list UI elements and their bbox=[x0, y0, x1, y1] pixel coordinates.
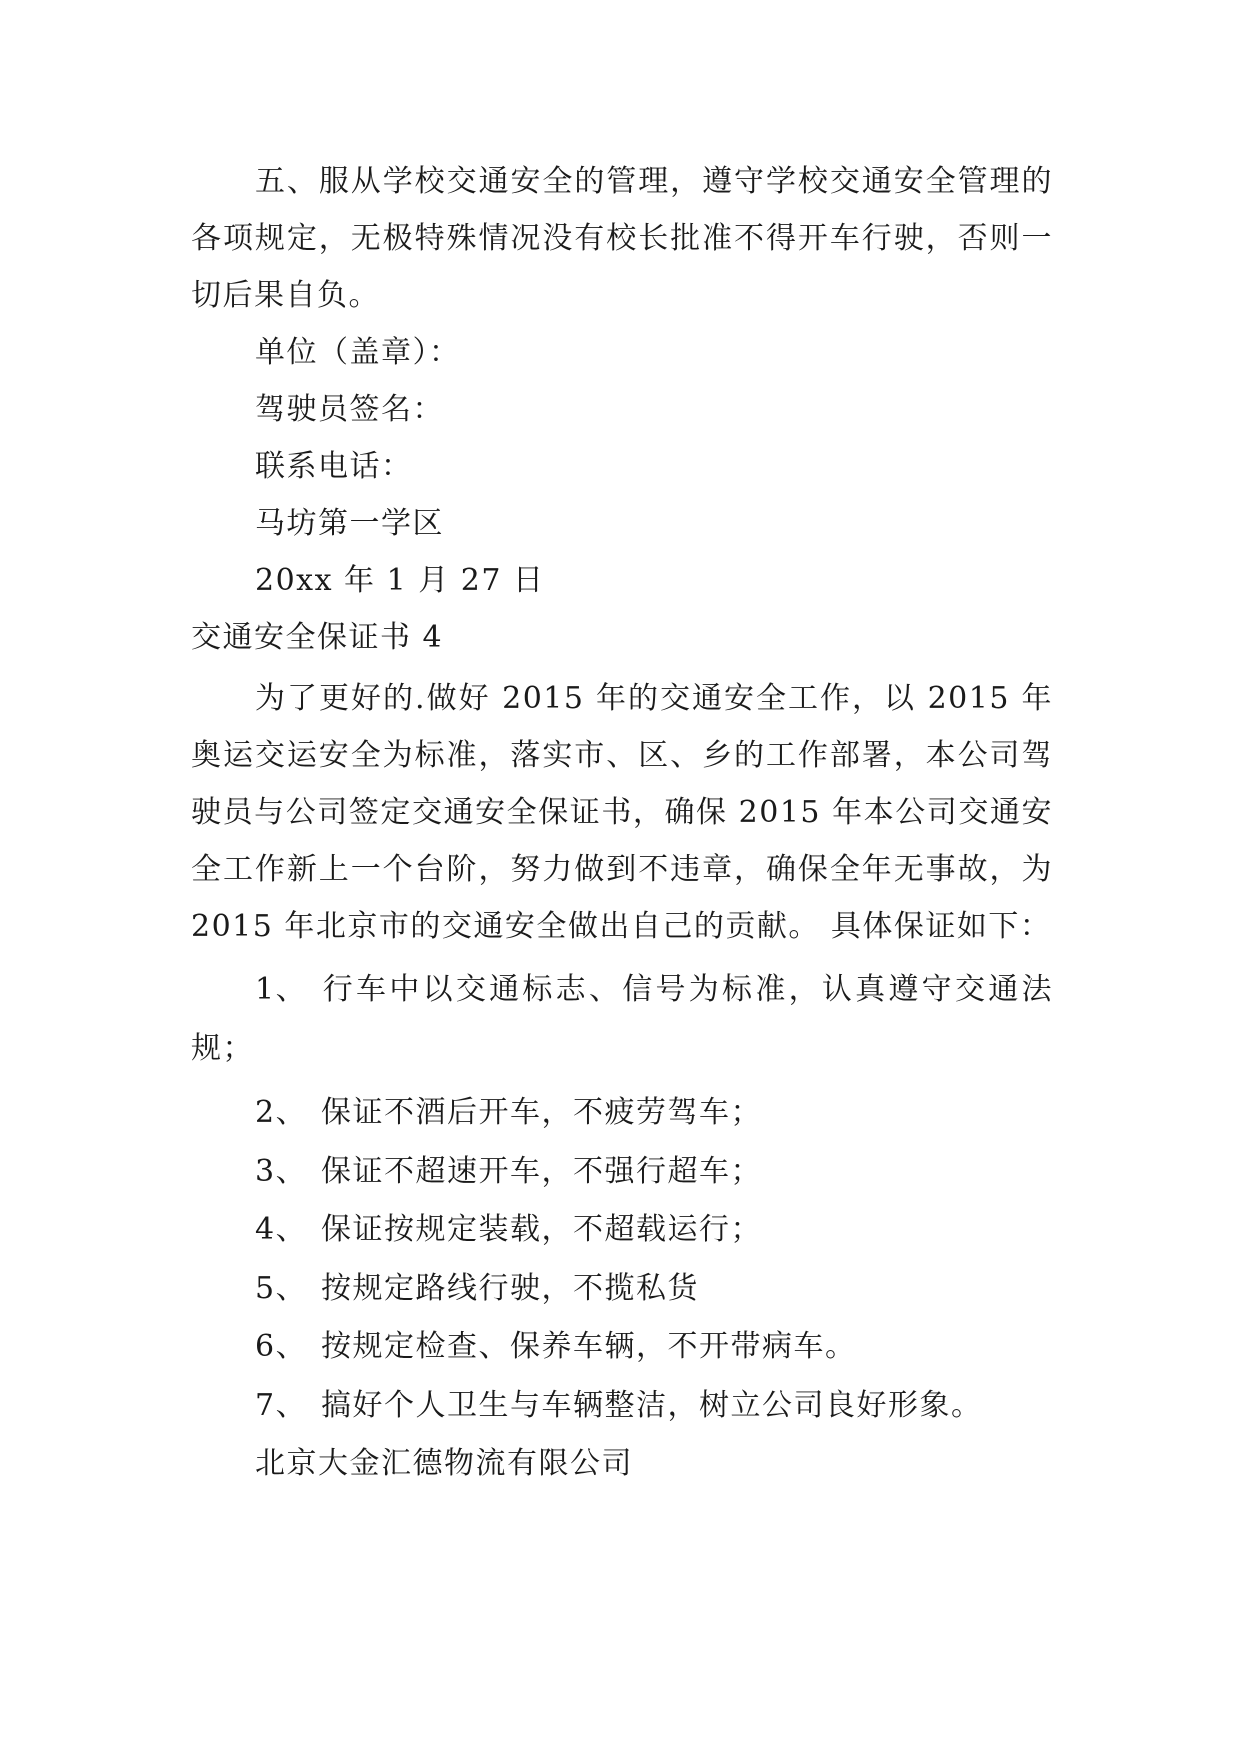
list-item bbox=[191, 961, 1053, 1078]
list-item bbox=[191, 1377, 1053, 1436]
list-item-text: 按规定检查、保养车辆，不开带病车。 bbox=[321, 1329, 857, 1364]
list-item bbox=[191, 1260, 1053, 1319]
list-item-text: 行车中以交通标志、信号为标准，认真遵守交通法规； bbox=[191, 972, 1053, 1066]
list-item-number: 7、 bbox=[255, 1387, 308, 1423]
list-item bbox=[191, 1201, 1053, 1260]
clause-five: 五、服从学校交通安全的管理，遵守学校交通安全管理的各项规定，无极特殊情况没有校长批准不得开车行驶，否则一切后果自负。 bbox=[191, 164, 1053, 313]
organization-name: 马坊第一学区 bbox=[255, 506, 444, 541]
list-item-number: 2、 bbox=[255, 1095, 308, 1130]
list-item-number: 5、 bbox=[255, 1270, 308, 1306]
list-item-text: 保证不超速开车，不强行超车； bbox=[321, 1153, 762, 1189]
document-body bbox=[191, 153, 1053, 1492]
list-item-number: 3、 bbox=[255, 1153, 308, 1189]
company-name: 北京大金汇德物流有限公司 bbox=[255, 1446, 633, 1481]
unit-seal-label: 单位（盖章）： bbox=[255, 335, 461, 370]
list-item bbox=[191, 1084, 1053, 1143]
driver-signature-label: 驾驶员签名： bbox=[255, 392, 444, 427]
list-item bbox=[191, 1143, 1053, 1202]
list-item bbox=[191, 1318, 1053, 1377]
phone-label: 联系电话： bbox=[255, 449, 413, 484]
list-item-text: 按规定路线行驶，不揽私货 bbox=[321, 1270, 699, 1306]
guarantee-list bbox=[191, 961, 1053, 1435]
list-item-text: 保证不酒后开车，不疲劳驾车； bbox=[321, 1095, 762, 1130]
section-heading: 交通安全保证书 4 bbox=[191, 620, 444, 655]
list-item-number: 6、 bbox=[255, 1329, 308, 1364]
list-item-number: 1、 bbox=[255, 972, 308, 1007]
document-date: 20xx 年 1 月 27 日 bbox=[255, 563, 545, 598]
list-item-number: 4、 bbox=[255, 1212, 308, 1247]
list-item-text: 保证按规定装载，不超载运行； bbox=[321, 1212, 762, 1247]
intro-paragraph: 为了更好的.做好 2015 年的交通安全工作，以 2015 年奥运交运安全为标准，落实市、区、乡的工作部署，本公司驾驶员与公司签定交通安全保证书，确保 2015 年本公司交通安全工作新上一个台阶，努力做到不违章，确保全年无事故，为 2015 年北京市的交通安全做出自己的贡献。 具体保证如下： bbox=[191, 681, 1053, 944]
list-item-text: 搞好个人卫生与车辆整洁，树立公司良好形象。 bbox=[321, 1387, 983, 1423]
